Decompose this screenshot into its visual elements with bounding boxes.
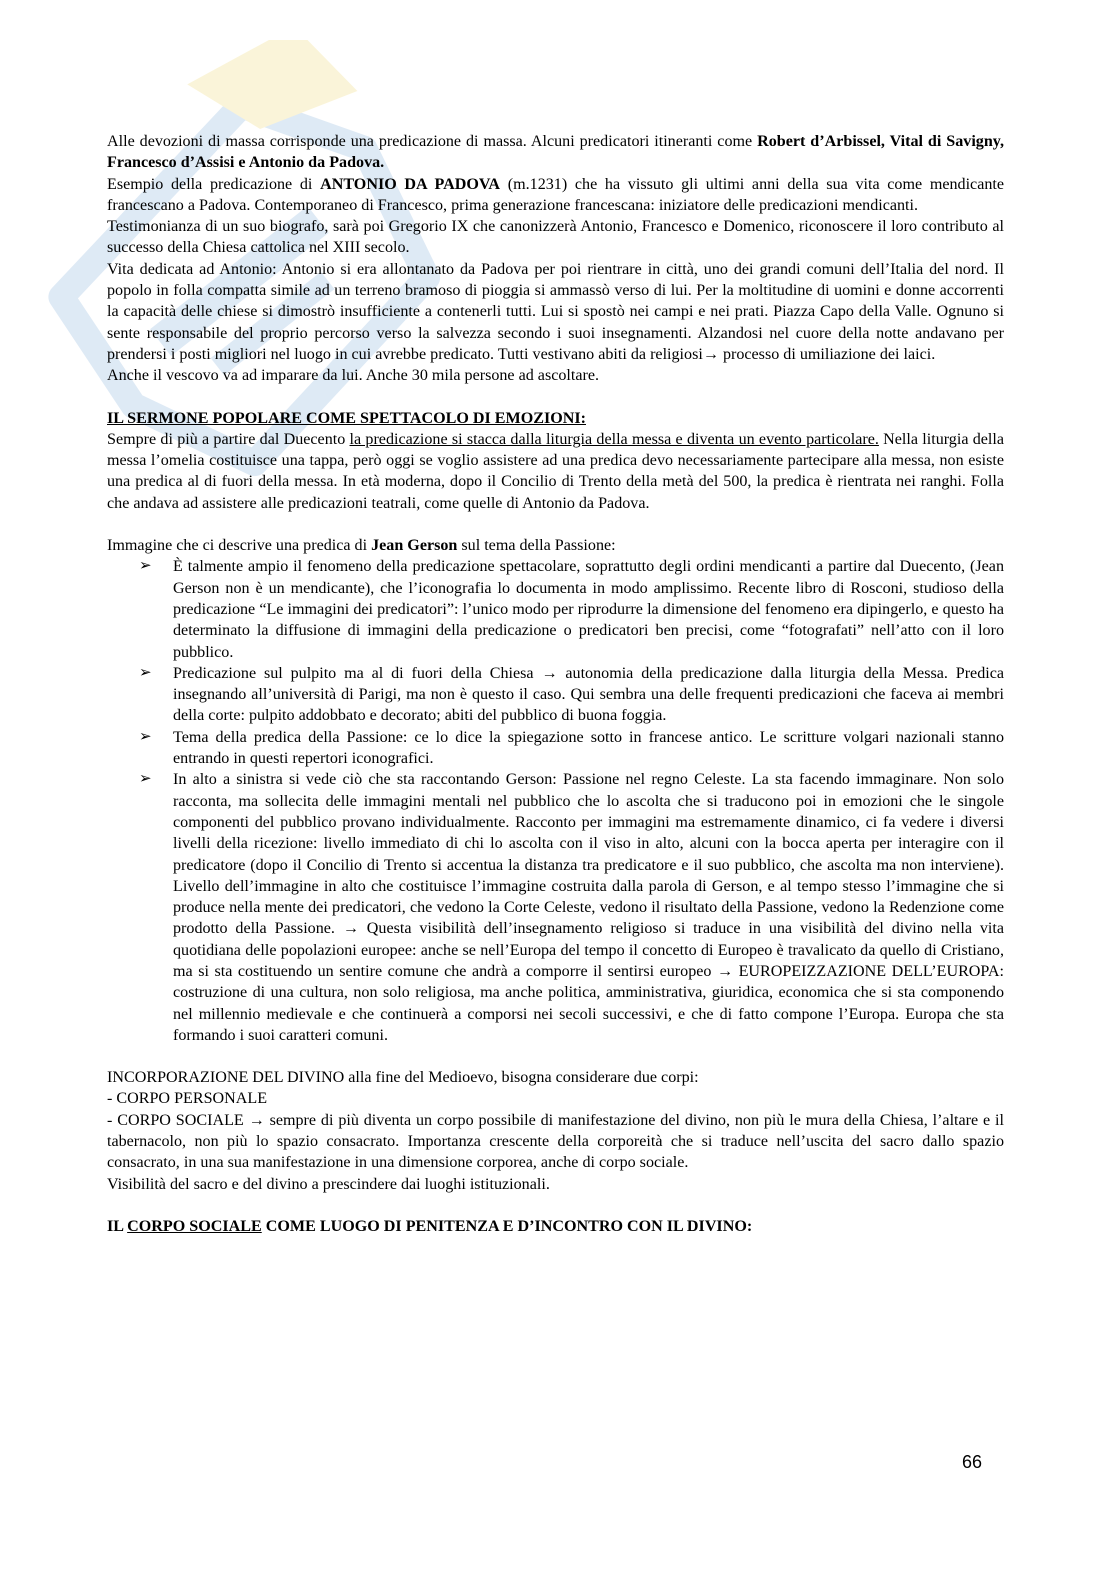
corpo-personale-line: - CORPO PERSONALE — [107, 1090, 268, 1108]
document-page — [107, 131, 1004, 1237]
page-number: 66 — [962, 1452, 983, 1472]
list-item: ➢ È talmente ampio il fenomeno della predicazione spettacolare, soprattutto degli ordini mendicanti a partire dal Duecento, (Jean Gerson non è un mendicante), che l’iconografia lo documenta in modo amplissimo. Recente libro di Rosconi, studioso della predicazione “Le immagini dei predicatori”: l’unico modo per riprodurre la dimensione del fenomeno era dipingerlo, e questo ha determinato la diffusione di immagini della predicazione o predicatori ben precisi, come “fotografati” nell’atto con il loro pubblico. — [139, 558, 1004, 661]
gerson-bullet-list — [107, 556, 1004, 1046]
intro-paragraph-2: Esempio della predicazione di ANTONIO DA PADOVA (m.1231) che ha vissuto gli ultimi anni della sua vita come mendicante francescano a Padova. Contemporaneo di Francesco, prima generazione francescana: iniziatore delle predicazioni mendicanti. — [107, 175, 1004, 214]
section-heading-sermone: IL SERMONE POPOLARE COME SPETTACOLO DI EMOZIONI: — [107, 409, 586, 427]
intro-paragraph-1: Alle devozioni di massa corrisponde una predicazione di massa. Alcuni predicatori itineranti come Robert d’Arbissel, Vital di Savigny, Francesco d’Assisi e Antonio da Padova. — [107, 133, 1004, 172]
arrow-icon: → — [702, 345, 719, 363]
arrow-icon: → — [716, 962, 734, 980]
bullet-arrow-icon: ➢ — [139, 664, 152, 681]
bullet-arrow-icon: ➢ — [139, 771, 152, 788]
gerson-intro: Immagine che ci descrive una predica di Jean Gerson sul tema della Passione: — [107, 537, 616, 555]
incorporazione-paragraph: INCORPORAZIONE DEL DIVINO alla fine del Medioevo, bisogna considerare due corpi: — [107, 1069, 699, 1087]
visibilita-paragraph: Visibilità del sacro e del divino a prescindere dai luoghi istituzionali. — [107, 1175, 550, 1193]
arrow-icon: → — [342, 920, 359, 938]
arrow-icon: → — [248, 1111, 265, 1129]
list-item: ➢ Tema della predica della Passione: ce lo dice la spiegazione sotto in francese antico. Le scritture volgari nazionali stanno entrando in questi repertori iconografici. — [139, 728, 1004, 768]
sermone-paragraph: Sempre di più a partire dal Duecento la predicazione si stacca dalla liturgia della messa e diventa un evento particolare. Nella liturgia della messa l’omelia costituisce una tappa, però oggi se voglio assistere ad una predica devo necessariamente partecipare alla messa, non esiste una predica al di fuori della messa. In età moderna, dopo il Concilio di Trento della metà del 500, la predica è rientrata nei ranghi. Folla che andava ad assistere alle predicazioni teatrali, come quelle di Antonio da Padova. — [107, 430, 1005, 512]
bullet-arrow-icon: ➢ — [139, 728, 152, 745]
arrow-icon: → — [541, 664, 558, 682]
intro-paragraph-3: Testimonianza di un suo biografo, sarà poi Gregorio IX che canonizzerà Antonio, Francesco e Domenico, riconoscere il loro contributo al successo della Chiesa cattolica nel XIII secolo. — [107, 218, 1004, 257]
bullet-arrow-icon: ➢ — [139, 558, 152, 575]
list-item: ➢ Predicazione sul pulpito ma al di fuori della Chiesa → autonomia della predicazione dalla liturgia della Messa. Predica insegnando all’università di Parigi, ma non è questo il caso. Qui sembra una delle frequenti predicazioni che faceva ai membri della corte: pulpito addobbato e decorato; abiti del pubblico di buona foggia. — [139, 664, 1005, 725]
section-heading-corpo-sociale: IL CORPO SOCIALE COME LUOGO DI PENITENZA E D’INCONTRO CON IL DIVINO: — [107, 1217, 753, 1235]
list-item: ➢ In alto a sinistra si vede ciò che sta raccontando Gerson: Passione nel regno Celeste. La sta facendo immaginare. Non solo racconta, ma sollecita delle immagini mentali nel pubblico che lo ascolta che si traducono poi in emozioni che le singole componenti del pubblico provano individualmente. Racconto per immagini ma estremamente dinamico, ci fa vedere i diversi livelli della ricezione: livello immediato di chi lo ascolta con il viso in alto, alcuni con la bocca aperta per interagire con il predicatore (dopo il Concilio di Trento si accentua la distanza tra predicatore e il suo pubblico, che ascolta ma non interviene). Livello dell’immagine in alto che costituisce l’immagine costruita dalla parola di Gerson, e al tempo stesso l’immagine che si produce nella mente dei predicatori, che vedono la Corte Celeste, vedono il risultato della Passione, vedono la Redenzione come prodotto della Passione. → Questa visibilità dell’insegnamento religioso si traduce in una visibilità del divino nella vita quotidiana delle popolazioni europee: anche se nell’Europa del tempo il concetto di Europeo è travalicato da quello di Cristiano, ma si sta costituendo un sentire comune che andrà a comporre il sentirsi europeo → EUROPEIZZAZIONE DELL’EUROPA: costruzione di una cultura, non solo religiosa, ma anche politica, amministrativa, giuridica, economica che si sta componendo nel millennio medievale e che continuerà a comporsi nei secoli successivi, e che di fatto compone l’Europa. Europa che sta formando i suoi caratteri comuni. — [139, 771, 1005, 1044]
intro-paragraph-5: Anche il vescovo va ad imparare da lui. Anche 30 mila persone ad ascoltare. — [107, 367, 600, 385]
corpo-sociale-paragraph: - CORPO SOCIALE → sempre di più diventa un corpo possibile di manifestazione del divino, non più le mura della Chiesa, l’altare e il tabernacolo, non più lo spazio consacrato. Importanza crescente della corporeità che si traduce nell’uscita del sacro dallo spazio consacrato, in una sua manifestazione in una dimensione corporea, anche di corpo sociale. — [107, 1111, 1004, 1172]
intro-paragraph-4: Vita dedicata ad Antonio: Antonio si era allontanato da Padova per poi rientrare in città, uno dei grandi comuni dell’Italia del nord. Il popolo in folla compatta simile ad un terreno bramoso di pioggia si ammassò verso di lui. Per la moltitudine di uomini e donne accorrenti la capacità delle chiese si dimostrò insufficiente a contenerli tutti. Lui si spostò nei campi e nei prati. Piazza Capo della Valle. Ognuno si sente responsabile del proprio percorso verso la salvezza secondo i suoi insegnamenti. Alzandosi nel cuore della notte andavano per prendersi i posti migliori nel luogo in cui avrebbe predicato. Tutti vestivano abiti da religiosi→ processo di umiliazione dei laici. — [107, 260, 1004, 363]
